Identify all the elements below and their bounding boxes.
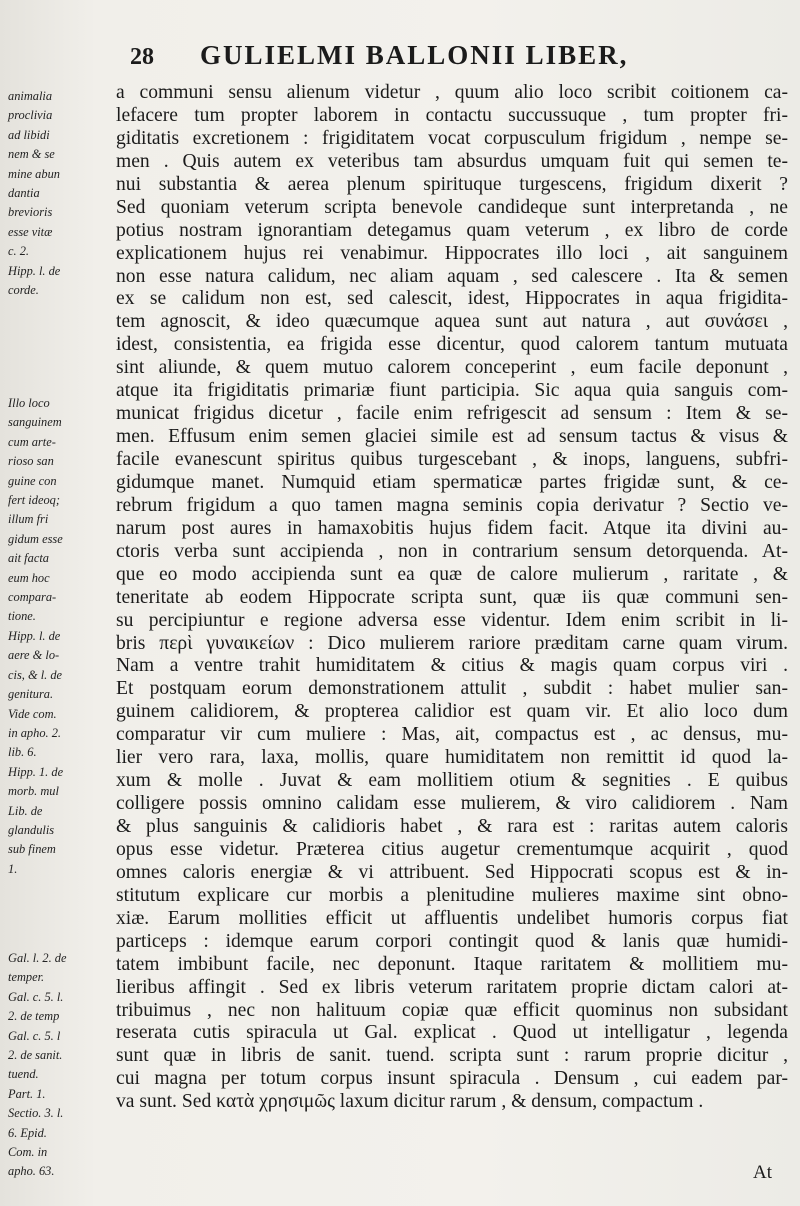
- body-line: omnes caloris energiæ & vi attribuent. Sed Hippocrati scopus est & in-: [116, 861, 788, 883]
- body-line: teneritate ab eodem Hippocrate scripta sunt, quæ iis quæ communi sen-: [116, 586, 788, 608]
- body-line: cui magna per totum corpus insunt spiracula . Densum , cui eadem par-: [116, 1068, 788, 1090]
- body-line: atque ita frigiditatis primariæ fiunt participia. Sic aqua quia sanguis com-: [116, 380, 788, 402]
- body-line: opus esse videtur. Præterea citius augetur crementumque acquirit , quod: [116, 838, 788, 860]
- page-header: [130, 40, 780, 80]
- body-line: facile evanescunt spiritus quibus turgescebant , & inops, languens, subfri-: [116, 449, 788, 470]
- body-line: men . Quis autem ex veteribus tam absurdus umquam fuit qui semen te-: [116, 150, 788, 172]
- body-line: particeps : idemque earum corpori contingit quod & lanis quæ humidi-: [116, 930, 788, 952]
- body-line: narum post aures in hamaxobitis hujus fidem facit. Atque ita divini au-: [116, 517, 788, 539]
- body-line: guinem calidiorem, & propterea calidior est quam vir. Et alio loco dum: [116, 701, 788, 723]
- body-line: que eo modo accipienda sunt ea quæ de calore mulierum , raritate , &: [116, 563, 788, 585]
- body-line: tem agnoscit, & ideo quæcumque aquea sunt aut natura , aut συνάσει ,: [116, 311, 788, 333]
- body-line: sint aliunde, & quem mutuo calorem conceperint , eum facile deponunt ,: [116, 357, 788, 379]
- body-line: men. Effusum enim semen glaciei simile est ad sensum tactus & visus &: [116, 426, 788, 448]
- body-line: xiæ. Earum mollities efficit ut affluentis undelibet humoris corpus fiat: [116, 907, 788, 929]
- body-text: [116, 82, 788, 1114]
- margin-notes: [8, 87, 118, 1197]
- margin-note: animalia proclivia ad libidi nem & se mine abun dantia brevioris esse vitæ c. 2. Hipp. l. de corde.: [8, 89, 61, 298]
- running-head: GULIELMI BALLONII LIBER,: [200, 40, 629, 70]
- margin-note: Gal. l. 2. de temper. Gal. c. 5. l. 2. de temp Gal. c. 5. l 2. de sanit. tuend. Part. 1. Sectio. 3. l. 6. Epid. Com. in apho. 63.: [8, 951, 67, 1179]
- body-line: reserata cutis spiracula ut Gal. explicat . Quod ut intelligatur , legenda: [116, 1022, 788, 1044]
- body-line: stitutum explicare cur morbis a plenitudine mulieres maxime sint obno-: [116, 884, 788, 906]
- body-line: xum & molle . Juvat & eam mollitiem otium & segnities . E quibus: [116, 770, 788, 792]
- body-line: giditatis excretionem : frigiditatem vocat corpusculum frigidum , nempe se-: [116, 127, 788, 149]
- catchword: At: [753, 1162, 772, 1183]
- body-line: va sunt. Sed κατὰ χρησιμῶς laxum dicitur rarum , & densum, compactum .: [116, 1091, 704, 1113]
- body-line: lefacere tum propter laborem in contactu succussuque , tum propter fri-: [116, 104, 788, 126]
- body-line: Sed quoniam veterum scripta benevole candideque sunt interpretanda , ne: [116, 196, 788, 218]
- margin-note: Illo loco sanguinem cum arte- rioso san guine con fert ideoq; illum fri gidum esse ait facta eum hoc compara- tione. Hipp. l. de aere & lo- cis, & l. de genitura. Vide com. in apho. 2. lib. 6. Hipp. 1. de morb. mul Lib. de glandulis sub finem 1.: [8, 396, 64, 876]
- body-line: sunt quæ in libris de sanit. tuend. scripta sunt : rarum proprie dicitur ,: [116, 1045, 788, 1067]
- body-line: ctoris verba sunt accipienda , non in contrarium sensum detorquenda. At-: [116, 540, 788, 562]
- body-line: rebrum frigidum a quo tamen magna seminis copia derivatur ? Sectio ve-: [116, 494, 788, 516]
- body-line: potius nostram ignorantiam detegamus quam veterum , ex libro de corde: [116, 219, 788, 241]
- body-line: comparatur vir cum muliere : Mas, ait, compactus est , ac densus, mu-: [116, 724, 788, 746]
- body-line: explicationem hujus rei venabimur. Hippocrates illo loci , ait sanguinem: [116, 242, 788, 264]
- body-line: bris περὶ γυναικείων : Dico mulierem rariore præditam carne quam virum.: [116, 632, 788, 654]
- body-line: tribuimus , nec non halituum copiæ quæ efficit quominus non subsidant: [116, 999, 788, 1021]
- body-line: lieribus affingit . Sed ex libris veterum raritatem proprie dictam calori at-: [116, 976, 788, 998]
- body-line: & plus sanguinis & calidioris habet , & rara est : raritas autem caloris: [116, 816, 788, 837]
- body-line: su percipiuntur e regione adversa esse videntur. Idem enim scribit in li-: [116, 609, 788, 631]
- page-number: 28: [130, 44, 154, 70]
- body-line: a communi sensu alienum videtur , quum alio loco scribit coitionem ca-: [116, 82, 788, 103]
- body-line: tatem imbibunt facile, nec deponunt. Itaque raritatem & mollitiem mu-: [116, 953, 788, 975]
- body-line: gidumque manet. Numquid etiam spermaticæ partes frigidæ sunt, & ce-: [116, 471, 788, 493]
- body-line: lier vero rara, laxa, mollis, quare humiditatem non remittit id quod la-: [116, 747, 788, 769]
- body-line: ex se calidum non est, sed calescit, idest, Hippocrates in aqua frigidita-: [116, 288, 788, 310]
- body-line: colligere possis omnino calidam esse mulierem, & viro calidiorem . Nam: [116, 793, 788, 815]
- body-line: non esse natura calidum, nec aliam aquam , sed calescere . Ita & semen: [116, 265, 788, 287]
- body-line: nui substantia & aerea plenum spirituque turgescens, frigidum dixerit ?: [116, 173, 788, 195]
- body-line: Nam a ventre trahit humiditatem & citius & magis quam corpus viri .: [116, 655, 788, 677]
- body-line: Et postquam eorum demonstrationem attulit , subdit : habet mulier san-: [116, 678, 788, 700]
- body-line: municat frigidus dicetur , facile enim refrigescit ad sensum : Item & se-: [116, 403, 788, 425]
- body-line: idest, consistentia, ea frigida esse dicentur, quod calorem tantum mutuata: [116, 334, 788, 356]
